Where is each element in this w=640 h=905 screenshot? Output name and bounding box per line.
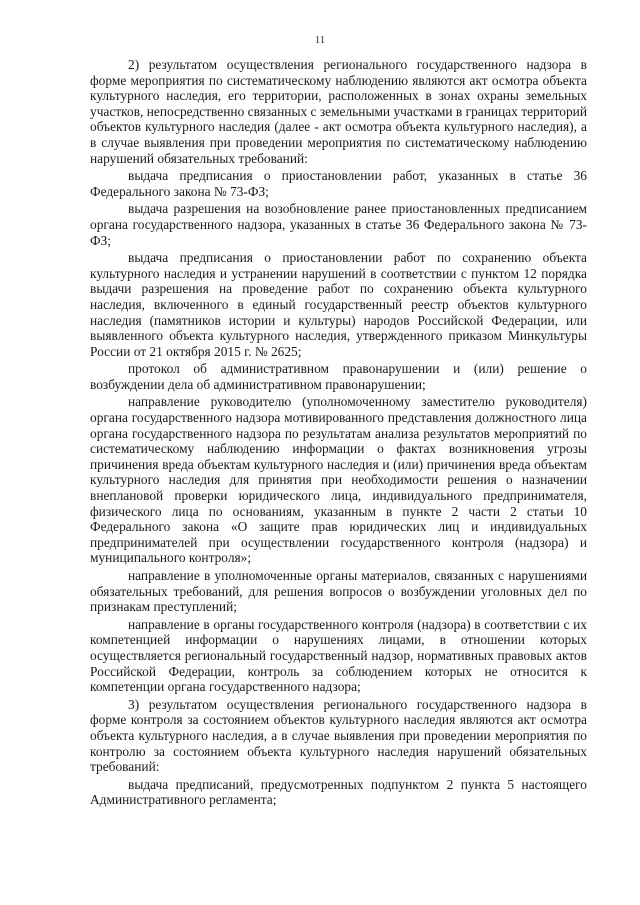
- paragraph-control-bodies-info: направление в органы государственного контроля (надзора) в соответствии с их компетенцией информации о нарушениях лицами, в отношении которых осуществляется региональный государственный надзор, нормативных правовых актов Российской Федерации, контроль за соблюдением которых не относится к компетенции органа государственного надзора;: [90, 616, 587, 695]
- paragraph-result-2: 2) результатом осуществления регионального государственного надзора в форме мероприятия по систематическому наблюдению являются акт осмотра объекта культурного наследия, его территории, расположенных в зонах охраны земельных участков, непосредственно связанных с земельными участками в границах территорий объектов культурного наследия (далее - акт осмотра объекта культурного наследия), а в случае выявления при проведении мероприятия по систематическому наблюдению нарушений обязательных требований:: [90, 57, 587, 166]
- paragraph-motivated-submission: направление руководителю (уполномоченному заместителю руководителя) органа государственного надзора мотивированного представления должностного лица органа государственного надзора по результатам анализа результатов мероприятий по систематическому наблюдению информации о фактах возникновения угрозы причинения вреда объектам культурного наследия и (или) причинения вреда объектам культурного наследия для принятия при необходимости решения о назначении внеплановой проверки юридического лица, индивидуального предпринимателя, физического лица по основаниям, указанным в пункте 2 части 2 статьи 10 Федерального закона «О защите прав юридических лиц и индивидуальных предпринимателей при осуществлении государственного контроля (надзора) и муниципального контроля»;: [90, 394, 587, 566]
- paragraph-suspension-order: выдача предписания о приостановлении работ, указанных в статье 36 Федерального закона № 73-ФЗ;: [90, 168, 587, 199]
- paragraph-preservation-suspension: выдача предписания о приостановлении работ по сохранению объекта культурного наследия и устранении нарушений в соответствии с пунктом 12 порядка выдачи разрешения на проведение работ по сохранению объекта культурного наследия, включенного в единый государственный реестр объектов культурного наследия (памятников истории и культуры) народов Российской Федерации, или выявленного объекта культурного наследия, утвержденного приказом Минкультуры России от 21 октября 2015 г. № 2625;: [90, 250, 587, 359]
- document-body: [90, 57, 587, 810]
- paragraph-criminal-materials: направление в уполномоченные органы материалов, связанных с нарушениями обязательных требований, для решения вопросов о возбуждении уголовных дел по признакам преступлений;: [90, 568, 587, 615]
- page-number: 11: [314, 34, 326, 46]
- paragraph-orders-issuance: выдача предписаний, предусмотренных подпунктом 2 пункта 5 настоящего Административного регламента;: [90, 776, 587, 808]
- paragraph-offense-protocol: протокол об административном правонарушении и (или) решение о возбуждении дела об административном правонарушении;: [90, 361, 587, 392]
- paragraph-result-3: 3) результатом осуществления регионального государственного надзора в форме контроля за состоянием объектов культурного наследия являются акт осмотра объекта культурного наследия, а в случае выявления при проведении мероприятия по контролю за состоянием объекта культурного наследия нарушений обязательных требований:: [90, 696, 587, 775]
- paragraph-resumption-permit: выдача разрешения на возобновление ранее приостановленных предписанием органа государственного надзора, указанных в статье 36 Федерального закона № 73-ФЗ;: [90, 201, 587, 248]
